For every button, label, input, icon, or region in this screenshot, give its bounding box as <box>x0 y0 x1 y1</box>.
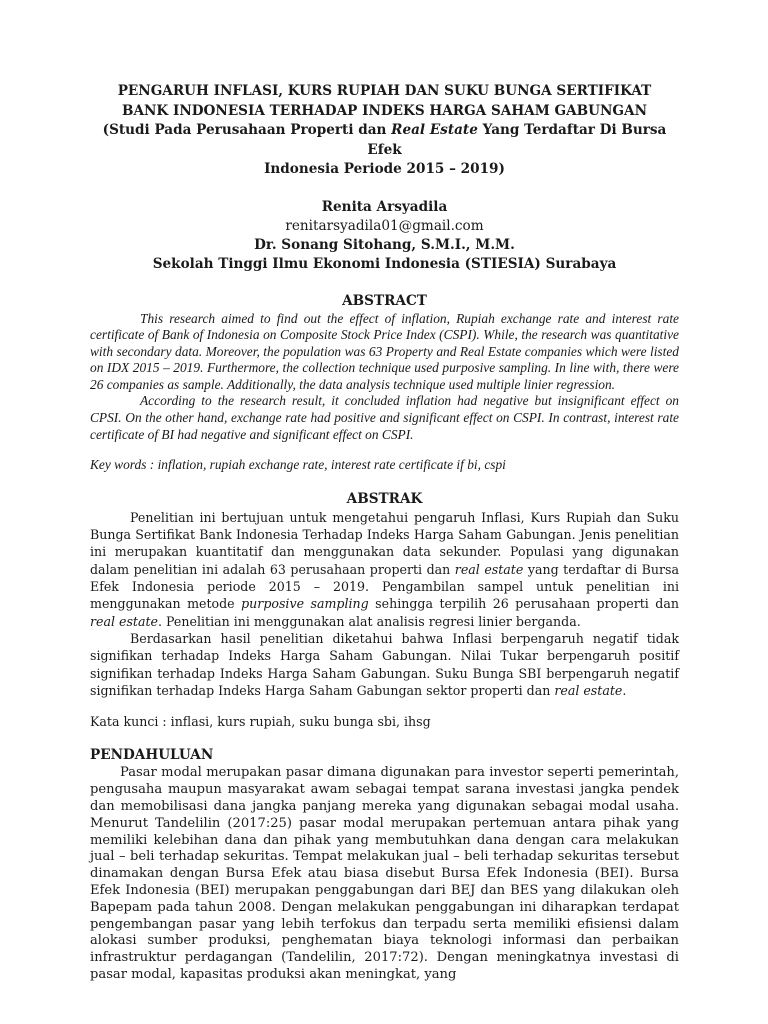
supervisor-name: Dr. Sonang Sitohang, S.M.I., M.M. <box>254 236 515 253</box>
document-page <box>90 82 679 984</box>
abstrak-paragraph-1: Penelitian ini bertujuan untuk mengetahui pengaruh Inflasi, Kurs Rupiah dan Suku Bunga Sertifikat Bank Indonesia Terhadap Indeks Harga Saham Gabungan. Jenis penelitian ini merupakan kuantitatif dan menggunakan data sekunder. Populasi yang digunakan dalam penelitian ini adalah 63 perusahaan properti dan real estate yang terdaftar di Bursa Efek Indonesia periode 2015 – 2019. Pengambilan sampel untuk penelitian ini menggunakan metode purposive sampling sehingga terpilih 26 perusahaan properti dan real estate. Penelitian ini menggunakan alat analisis regresi linier berganda. <box>90 509 680 629</box>
abstract-en-body <box>90 311 679 444</box>
abstrak-paragraph-2: Berdasarkan hasil penelitian diketahui bahwa Inflasi berpengaruh negatif tidak signifikan terhadap Indeks Harga Saham Gabungan. Nilai Tukar berpengaruh positif signifikan terhadap Indeks Harga Saham Gabungan. Suku Bunga SBI berpengaruh negatif signifikan terhadap Indeks Harga Saham Gabungan sektor properti dan real estate. <box>90 630 679 698</box>
abstract-en-paragraph-2: According to the research result, it concluded inflation had negative but insignificant effect on CPSI. On the other hand, exchange rate had positive and significant effect on CSPI. In contrast, interest rate certificate of BI had negative and significant effect on CSPI. <box>90 393 679 442</box>
keywords-id: Kata kunci : inflasi, kurs rupiah, suku bunga sbi, ihsg <box>90 714 431 730</box>
abstract-heading: ABSTRACT <box>342 292 427 309</box>
author-email: renitarsyadila01@gmail.com <box>285 217 484 234</box>
institution-name: Sekolah Tinggi Ilmu Ekonomi Indonesia (STIESIA) Surabaya <box>152 255 617 272</box>
pendahuluan-body <box>90 765 679 983</box>
title-line-3 <box>90 121 679 160</box>
abstrak-heading: ABSTRAK <box>346 490 423 507</box>
title-line-2: BANK INDONESIA TERHADAP INDEKS HARGA SAHAM GABUNGAN <box>121 102 648 119</box>
keywords-en: Key words : inflation, rupiah exchange rate, interest rate certificate if bi, cspi <box>90 457 506 473</box>
author-block <box>90 198 679 274</box>
paper-title <box>90 82 679 180</box>
title-line-3-post: Yang Terdaftar Di Bursa Efek <box>367 122 667 158</box>
title-line-1: PENGARUH INFLASI, KURS RUPIAH DAN SUKU BUNGA SERTIFIKAT <box>117 83 652 99</box>
author-name: Renita Arsyadila <box>321 198 448 215</box>
title-line-4: Indonesia Periode 2015 – 2019) <box>264 161 505 177</box>
pendahuluan-paragraph-1: Pasar modal merupakan pasar dimana digunakan para investor seperti pemerintah, pengusaha maupun masyarakat awam sebagai tempat sarana investasi jangka pendek dan memobilisasi dana jangka panjang mereka yang digunakan sebagai modal usaha. Menurut Tandelilin (2017:25) pasar modal merupakan pertemuan antara pihak yang memiliki kelebihan dana dan pihak yang membutuhkan dana dengan cara melakukan jual – beli terhadap sekuritas. Tempat melakukan jual – beli terhadap sekuritas tersebut dinamakan dengan Bursa Efek atau biasa disebut Bursa Efek Indonesia (BEI). Bursa Efek Indonesia (BEI) merupakan penggabungan dari BEJ dan BES yang dilakukan oleh Bapepam pada tahun 2008. Dengan melakukan penggabungan ini diharapkan terdapat pengembangan pasar yang lebih terfokus dan terpadu serta memiliki efisiensi dalam alokasi sumber produksi, penghematan biaya teknologi informasi dan perbaikan infrastruktur perdagangan (Tandelilin, 2017:72). Dengan meningkatnya investasi di pasar modal, kapasitas produksi akan meningkat, yang <box>90 765 679 982</box>
title-line-3-pre: (Studi Pada Perusahaan Properti dan <box>102 122 392 138</box>
title-line-3-italic: Real Estate <box>391 122 478 138</box>
abstrak-body <box>90 509 679 699</box>
abstract-en-paragraph-1: This research aimed to find out the effect of inflation, Rupiah exchange rate and interest rate certificate of Bank of Indonesia on Composite Stock Price Index (CSPI). While, the research was quantitative with secondary data. Moreover, the population was 63 Property and Real Estate companies which were listed on IDX 2015 – 2019. Furthermore, the collection technique used purposive sampling. In line with, there were 26 companies as sample. Additionally, the data analysis technique used multiple linier regression. <box>90 310 679 392</box>
pendahuluan-heading: PENDAHULUAN <box>90 747 214 764</box>
